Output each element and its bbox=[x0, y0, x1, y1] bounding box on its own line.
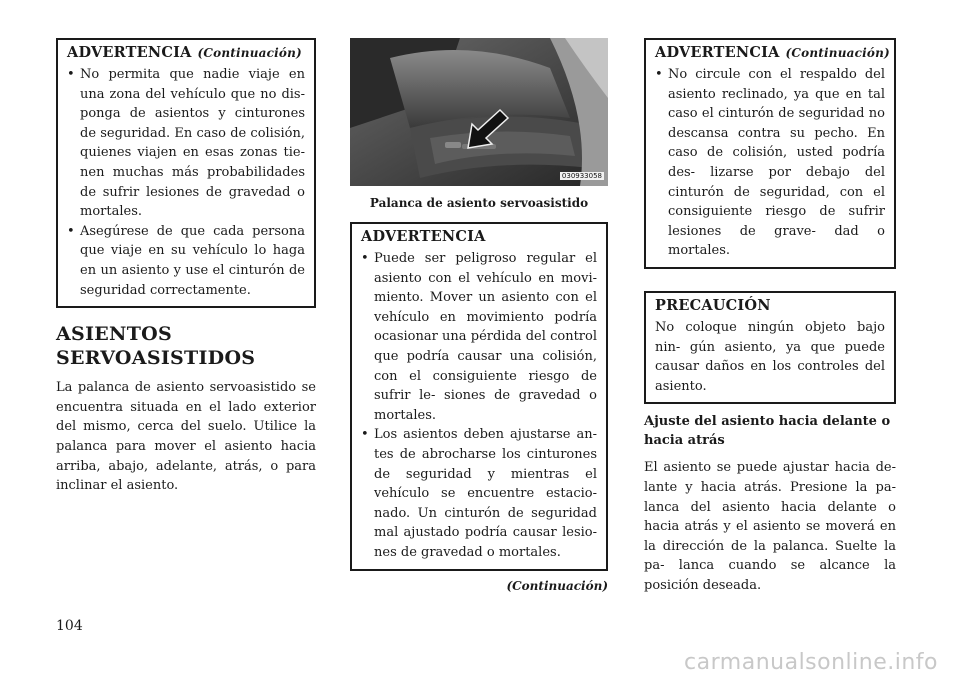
caution-box bbox=[644, 291, 896, 404]
list-item: • Los asientos deben ajustarse an- tes de abrocharse los cinturones de seguridad y mientras el vehículo se encuentre estacio- nado. Un cinturón de seguridad mal ajustado podría causar lesio- nes de gravedad o mortales. bbox=[361, 425, 597, 562]
warning-title: ADVERTENCIA (Continuación) bbox=[67, 44, 302, 61]
continued-label: (Continuación) bbox=[785, 46, 890, 60]
list-item: • No circule con el respaldo del asiento reclinado, ya que en tal caso el cinturón de seguridad no descansa contra su pecho. En caso de colisión, usted podría des- lizarse por debajo del cinturón de seguridad, con el consiguiente riesgo de sufrir lesiones de grave- dad o mortales. bbox=[655, 65, 885, 261]
section-text: La palanca de asiento servoasistido se encuentra situada en el lado exterior del mismo, cerca del suelo. Utilice la palanca para mover el asiento hacia arriba, abajo, adelante, atrás, o para inclinar el asiento. bbox=[56, 380, 316, 494]
figure-code: 030933058 bbox=[561, 172, 602, 180]
list-item: • Asegúrese de que cada persona que viaje en su vehículo lo haga en un asiento y use el cinturón de seguridad correctamente. bbox=[67, 222, 305, 300]
section-heading: ASIENTOS SERVOASISTIDOS bbox=[56, 323, 256, 370]
warning-box-continued bbox=[56, 38, 316, 308]
column-middle bbox=[350, 38, 608, 593]
watermark: carmanualsonline.info bbox=[684, 650, 938, 675]
continued-label: (Continuación) bbox=[197, 46, 302, 60]
column-left bbox=[56, 38, 316, 496]
warning-list bbox=[361, 249, 597, 563]
subsection-heading: Ajuste del asiento hacia delante o hacia atrás bbox=[644, 414, 891, 449]
seat-lever-photo bbox=[350, 38, 608, 186]
warning-list bbox=[655, 65, 885, 261]
column-right bbox=[644, 38, 896, 595]
photo-caption: Palanca de asiento servoasistido bbox=[369, 196, 589, 210]
continued-note: (Continuación) bbox=[506, 578, 608, 593]
caution-text: No coloque ningún objeto bajo nin- gún asiento, ya que puede causar daños en los controles del asiento. bbox=[655, 319, 885, 394]
warning-box-continued bbox=[644, 38, 896, 269]
warning-title: ADVERTENCIA bbox=[361, 228, 486, 245]
subsection-text: El asiento se puede ajustar hacia de- lante y hacia atrás. Presione la pa- lanca del asiento hacia delante o hacia atrás y el asiento se moverá en la dirección de la palanca. Suelte la pa- lanca cuando se alcance la posición deseada. bbox=[644, 460, 896, 593]
warning-list bbox=[67, 65, 305, 300]
caution-title: PRECAUCIÓN bbox=[655, 296, 771, 314]
page-number: 104 bbox=[56, 618, 83, 634]
seat-photo-image bbox=[350, 38, 608, 186]
warning-title: ADVERTENCIA (Continuación) bbox=[655, 44, 890, 61]
list-item: • No permita que nadie viaje en una zona del vehículo que no dis- ponga de asientos y cinturones de seguridad. En caso de colisión, quienes viajen en esas zonas tie- nen muchas más probabilidades de sufrir lesiones de gravedad o mortales. bbox=[67, 65, 305, 222]
list-item: • Puede ser peligroso regular el asiento con el vehículo en movi- miento. Mover un asiento con el vehículo en movimiento podría ocasionar una pérdida del control que podría causar una colisión, con el consiguiente riesgo de sufrir le- siones de gravedad o mortales. bbox=[361, 249, 597, 425]
warning-box bbox=[350, 222, 608, 571]
